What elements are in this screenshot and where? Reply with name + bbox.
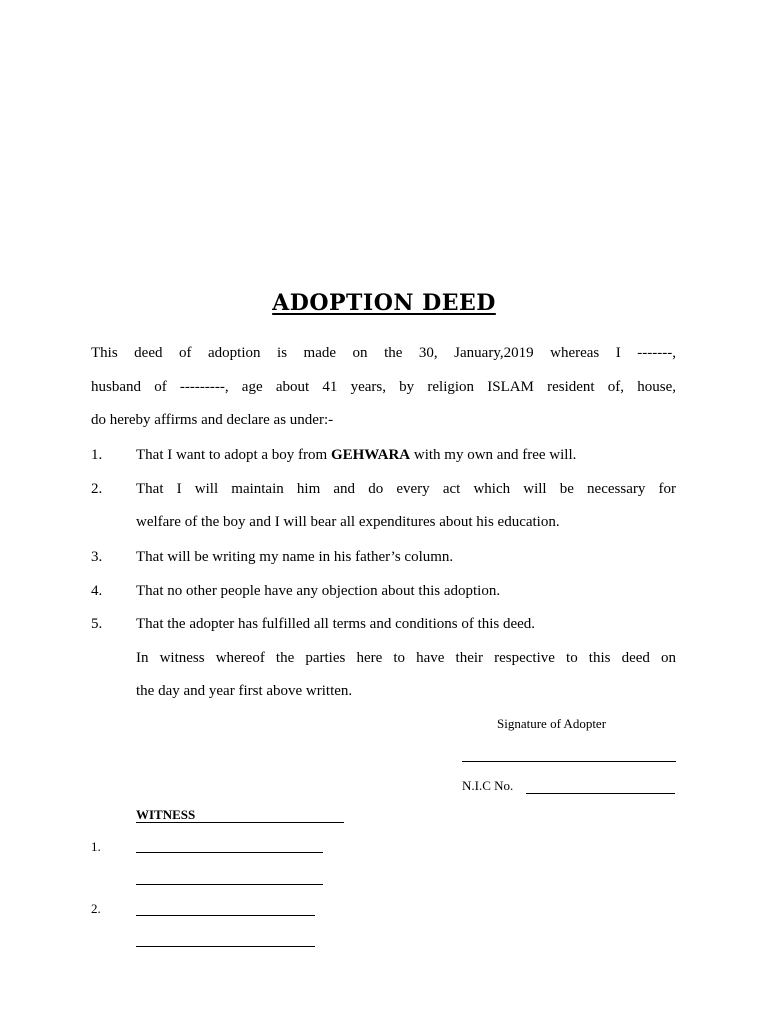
clause-4-text: That no other people have any objection about this adoption. — [136, 583, 501, 599]
clause-number: 3. — [91, 549, 103, 565]
clause-number: 2. — [91, 481, 103, 497]
clause-5-text: That the adopter has fulfilled all terms and conditions of this deed. — [136, 616, 536, 632]
intro-line-1: This deed of adoption is made on the 30, January,2019 whereas I -------, — [91, 345, 676, 361]
signature-label: Signature of Adopter — [497, 716, 607, 731]
clause-1-text: That I want to adopt a boy from GEHWARA with my own and free will. — [136, 447, 577, 463]
witness-number: 2. — [91, 901, 101, 916]
closing-line-2: the day and year first above written. — [136, 683, 353, 699]
signature-line — [462, 761, 676, 762]
nic-label: N.I.C No. — [462, 778, 514, 793]
clause-2-line-2: welfare of the boy and I will bear all expenditures about his education. — [136, 514, 560, 530]
witness-2-line-1 — [136, 915, 315, 916]
clause-2-line-1: That I will maintain him and do every act which will be necessary for — [136, 481, 676, 497]
document-title: ADOPTION DEED — [272, 290, 496, 316]
witness-number: 1. — [91, 839, 101, 854]
witness-label: WITNESS — [136, 807, 196, 822]
intro-line-2: husband of ---------, age about 41 years, by religion ISLAM resident of, house, — [91, 379, 676, 395]
intro-line-3: do hereby affirms and declare as under:- — [91, 412, 334, 428]
clause-1-bold: GEHWARA — [330, 447, 411, 463]
clause-number: 1. — [91, 447, 103, 463]
clause-number: 5. — [91, 616, 103, 632]
clause-number: 4. — [91, 583, 103, 599]
closing-line-1: In witness whereof the parties here to have their respective to this deed on — [136, 650, 676, 666]
witness-1-line-1 — [136, 852, 323, 853]
nic-line — [526, 793, 675, 794]
witness-2-line-2 — [136, 946, 315, 947]
clause-3-text: That will be writing my name in his father’s column. — [136, 549, 454, 565]
witness-1-line-2 — [136, 884, 323, 885]
witness-heading-line — [136, 822, 344, 823]
